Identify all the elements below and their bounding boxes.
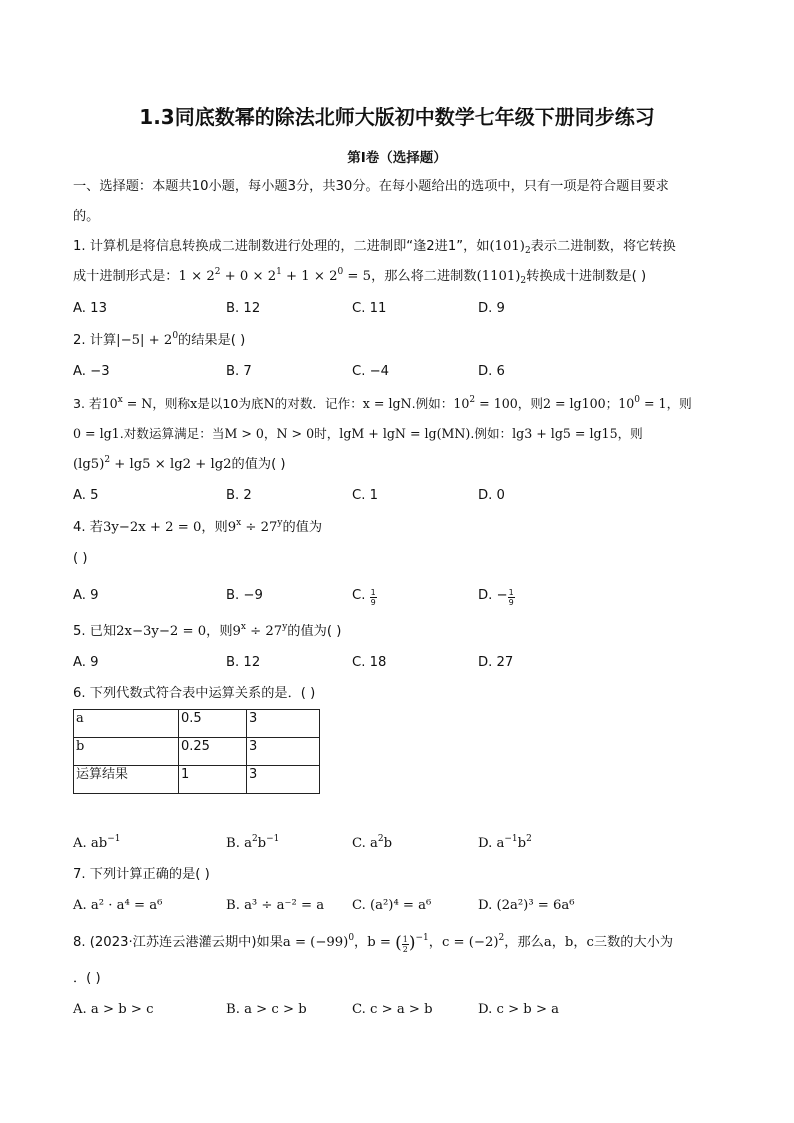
table-cell: b [74,738,179,766]
table-cell: 3 [247,710,320,738]
table-row [74,766,320,794]
table-cell: 3 [247,766,320,794]
q7-option-b[interactable]: B. a³ ÷ a⁻² = a [226,898,325,913]
q5-option-d[interactable]: D. 27 [478,655,514,670]
q8-option-b[interactable]: B. a > c > b [226,1002,307,1017]
q6-stem: 6. 下列代数式符合表中运算关系的是．( ) [73,686,316,701]
q1-stem-line1: 1. 计算机是将信息转换成二进制数进行处理的，二进制即“逢2进1”，如$(101)_2$表示二进制数，将它转换 [73,239,676,256]
table-cell: 0.5 [179,710,247,738]
q3-stem-line3: $(\lg 5)^2 + \lg 5 \times \lg 2 + \lg 2$的值为( ) [73,455,286,472]
table-cell: 0.25 [179,738,247,766]
q2-option-b[interactable]: B. 7 [226,364,252,379]
q8-option-d[interactable]: D. c > b > a [478,1002,560,1017]
q8-option-a[interactable]: A. a > b > c [73,1002,154,1017]
q3-stem-line1: 3. 若$10^x = N$，则称x是以10为底N的对数．记作：x = lgN.例如：$10^2 = 100$，则2 = lg100；$10^0 = 1$，则 [73,395,692,411]
q3-stem-line2: 0 = lg1.对数运算满足：当M > 0，N > 0时，lgM + lgN = lg(MN).例如：lg3 + lg5 = lg15，则 [73,426,643,441]
q5-option-a[interactable]: A. 9 [73,655,99,670]
q5-option-c[interactable]: C. 18 [352,655,387,670]
q7-stem: 7. 下列计算正确的是( ) [73,867,210,882]
table-row [74,738,320,766]
q6-option-d[interactable]: D. $a^{-1}b^2$ [478,834,532,851]
page-title: 1.3同底数幂的除法北师大版初中数学七年级下册同步练习 [139,105,655,129]
q4-stem-line2: ( ) [73,551,88,566]
fraction-one-half: $\frac{1}{2}$ [402,935,408,954]
section-instructions-line2: 的。 [73,209,100,224]
section-subtitle: 第I卷（选择题） [347,150,447,166]
fraction-one-ninth: $\frac{1}{9}$ [370,588,376,607]
q6-option-a[interactable]: A. $ab^{-1}$ [73,834,121,851]
table-cell: 1 [179,766,247,794]
q2-stem: 2. 计算$|-5| + 2^0$的结果是( ) [73,331,246,348]
q1-option-b[interactable]: B. 12 [226,301,261,316]
q6-option-c[interactable]: C. $a^2b$ [352,834,393,851]
q2-option-c[interactable]: C. −4 [352,364,390,379]
table-cell: 3 [247,738,320,766]
q8-option-c[interactable]: C. c > a > b [352,1002,433,1017]
table-cell: a [74,710,179,738]
q8-stem-line2: ．( ) [73,971,101,986]
q3-option-b[interactable]: B. 2 [226,488,252,503]
q7-option-a[interactable]: A. a² · a⁴ = a⁶ [73,898,163,913]
q2-option-d[interactable]: D. 6 [478,364,505,379]
q1-option-a[interactable]: A. 13 [73,301,107,316]
q6-table [73,709,320,794]
table-cell: 运算结果 [74,766,179,794]
q4-option-c[interactable]: C. $\frac{1}{9}$ [352,588,376,607]
q4-option-a[interactable]: A. 9 [73,588,99,603]
q1-option-d[interactable]: D. 9 [478,301,505,316]
q6-option-b[interactable]: B. $a^2b^{-1}$ [226,834,280,851]
q5-stem: 5. 已知2x−3y−2 = 0，则$9^x \div 27^y$的值为( ) [73,622,342,639]
q3-option-d[interactable]: D. 0 [478,488,505,503]
q7-option-d[interactable]: D. (2a²)³ = 6a⁶ [478,898,575,913]
q7-option-c[interactable]: C. (a²)⁴ = a⁶ [352,898,432,913]
section-instructions-line1: 一、选择题：本题共10小题，每小题3分，共30分。在每小题给出的选项中，只有一项是符合题目要求 [73,179,669,194]
q2-option-a[interactable]: A. −3 [73,364,110,379]
q1-option-c[interactable]: C. 11 [352,301,387,316]
q1-stem-line2: 成十进制形式是：$1 \times 2^2 + 0 \times 2^1 + 1 \times 2^0 = 5$，那么将二进制数$(1101)_2$转换成十进制数是( ) [73,267,647,286]
q3-option-c[interactable]: C. 1 [352,488,378,503]
q4-stem: 4. 若3y−2x + 2 = 0，则$9^x \div 27^y$的值为 [73,518,323,535]
q4-option-d[interactable]: D. − $\frac{1}{9}$ [478,588,514,607]
q8-stem: 8. (2023·江苏连云港灌云期中)如果$a = (-99)^0$，b = ( $\frac{1}{2}$ )$^{-1}$，$c = (-2)^2$，那么a，b，c三数的大小为 [73,933,674,954]
q3-option-a[interactable]: A. 5 [73,488,99,503]
q5-option-b[interactable]: B. 12 [226,655,261,670]
fraction-one-ninth: $\frac{1}{9}$ [508,588,514,607]
q4-option-b[interactable]: B. −9 [226,588,263,603]
table-row [74,710,320,738]
